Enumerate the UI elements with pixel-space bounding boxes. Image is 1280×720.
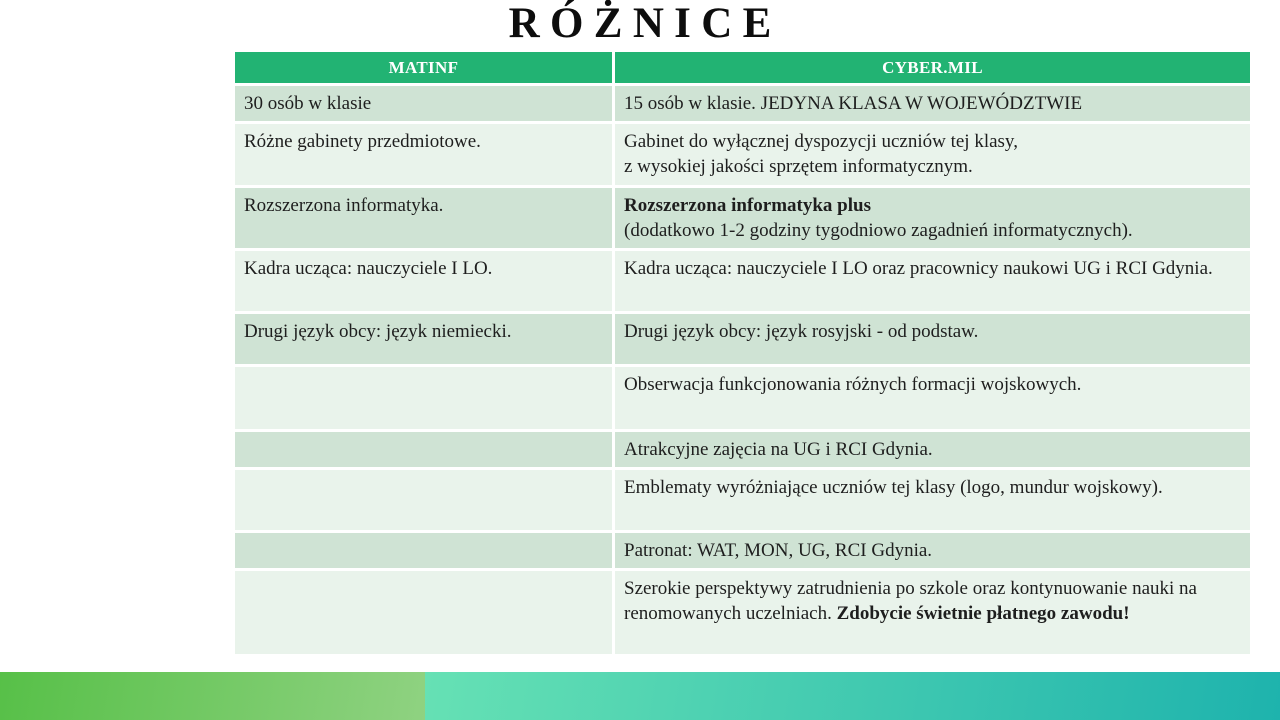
cell-text: 15 osób w klasie. JEDYNA KLASA W WOJEWÓDZTWIE: [624, 93, 1083, 114]
cell-text-bold: Rozszerzona informatyka plus: [624, 195, 871, 217]
cell-text: Atrakcyjne zajęcia na UG i RCI Gdynia.: [624, 439, 933, 461]
table-cell-cybermil: [615, 367, 1250, 429]
table-row: [235, 124, 1250, 185]
table-cell-cybermil: [615, 124, 1250, 185]
cell-text: Gabinet do wyłącznej dyspozycji uczniów tej klasy,: [624, 131, 1018, 153]
cell-text-bold: Zdobycie świetnie płatnego zawodu!: [836, 603, 1130, 625]
cell-text: 30 osób w klasie: [244, 93, 372, 114]
cell-text: z wysokiej jakości sprzętem informatycznym.: [624, 156, 973, 178]
footer-teal-segment: [425, 672, 1280, 720]
table-cell-matinf: [235, 188, 615, 248]
table-body: [235, 86, 1250, 654]
table-cell-matinf: [235, 124, 615, 185]
cell-text: Kadra ucząca: nauczyciele I LO.: [244, 258, 493, 280]
comparison-table: [235, 52, 1250, 654]
table-cell-matinf: [235, 314, 615, 364]
table-cell-cybermil: [615, 571, 1250, 654]
cell-text: Różne gabinety przedmiotowe.: [244, 131, 481, 153]
table-row: [235, 251, 1250, 311]
table-row: [235, 571, 1250, 654]
cell-text: Obserwacja funkcjonowania różnych formacji wojskowych.: [624, 374, 1082, 396]
table-cell-cybermil: [615, 86, 1250, 121]
table-cell-cybermil: [615, 251, 1250, 311]
cell-text: Kadra ucząca: nauczyciele I LO oraz pracownicy naukowi UG i RCI Gdynia.: [624, 258, 1213, 280]
table-cell-cybermil: [615, 314, 1250, 364]
footer-accent-bar: [0, 672, 1280, 720]
cell-text: Szerokie perspektywy zatrudnienia po szkole oraz kontynuowanie nauki na renomowanych uczelniach.: [624, 578, 1197, 625]
table-row: [235, 86, 1250, 121]
cell-text: Emblematy wyróżniające uczniów tej klasy (logo, mundur wojskowy).: [624, 477, 1163, 499]
table-row: [235, 432, 1250, 467]
table-cell-cybermil: [615, 432, 1250, 467]
table-row: [235, 188, 1250, 248]
table-header-cybermil: CYBER.MIL: [882, 57, 983, 77]
table-row: [235, 533, 1250, 568]
table-cell-matinf: [235, 432, 615, 467]
cell-text: Patronat: WAT, MON, UG, RCI Gdynia.: [624, 540, 933, 562]
table-cell-cybermil: [615, 470, 1250, 530]
table-header-row: [235, 52, 1250, 83]
table-cell-matinf: [235, 533, 615, 568]
slide-title: RÓŻNICE: [508, 0, 782, 47]
table-cell-matinf: [235, 470, 615, 530]
table-cell-cybermil: [615, 188, 1250, 248]
table-row: [235, 470, 1250, 530]
table-row: [235, 314, 1250, 364]
table-row: [235, 367, 1250, 429]
table-cell-matinf: [235, 251, 615, 311]
table-cell-matinf: [235, 367, 615, 429]
cell-text: Drugi język obcy: język rosyjski - od podstaw.: [624, 321, 979, 343]
cell-text: Rozszerzona informatyka.: [244, 195, 444, 217]
cell-text: (dodatkowo 1-2 godziny tygodniowo zagadnień informatycznych).: [624, 220, 1133, 242]
table-header-matinf: MATINF: [235, 52, 615, 83]
table-cell-cybermil: [615, 533, 1250, 568]
cell-text: Drugi język obcy: język niemiecki.: [244, 321, 512, 343]
table-cell-matinf: [235, 571, 615, 654]
footer-green-segment: [0, 672, 425, 720]
table-cell-matinf: [235, 86, 615, 121]
